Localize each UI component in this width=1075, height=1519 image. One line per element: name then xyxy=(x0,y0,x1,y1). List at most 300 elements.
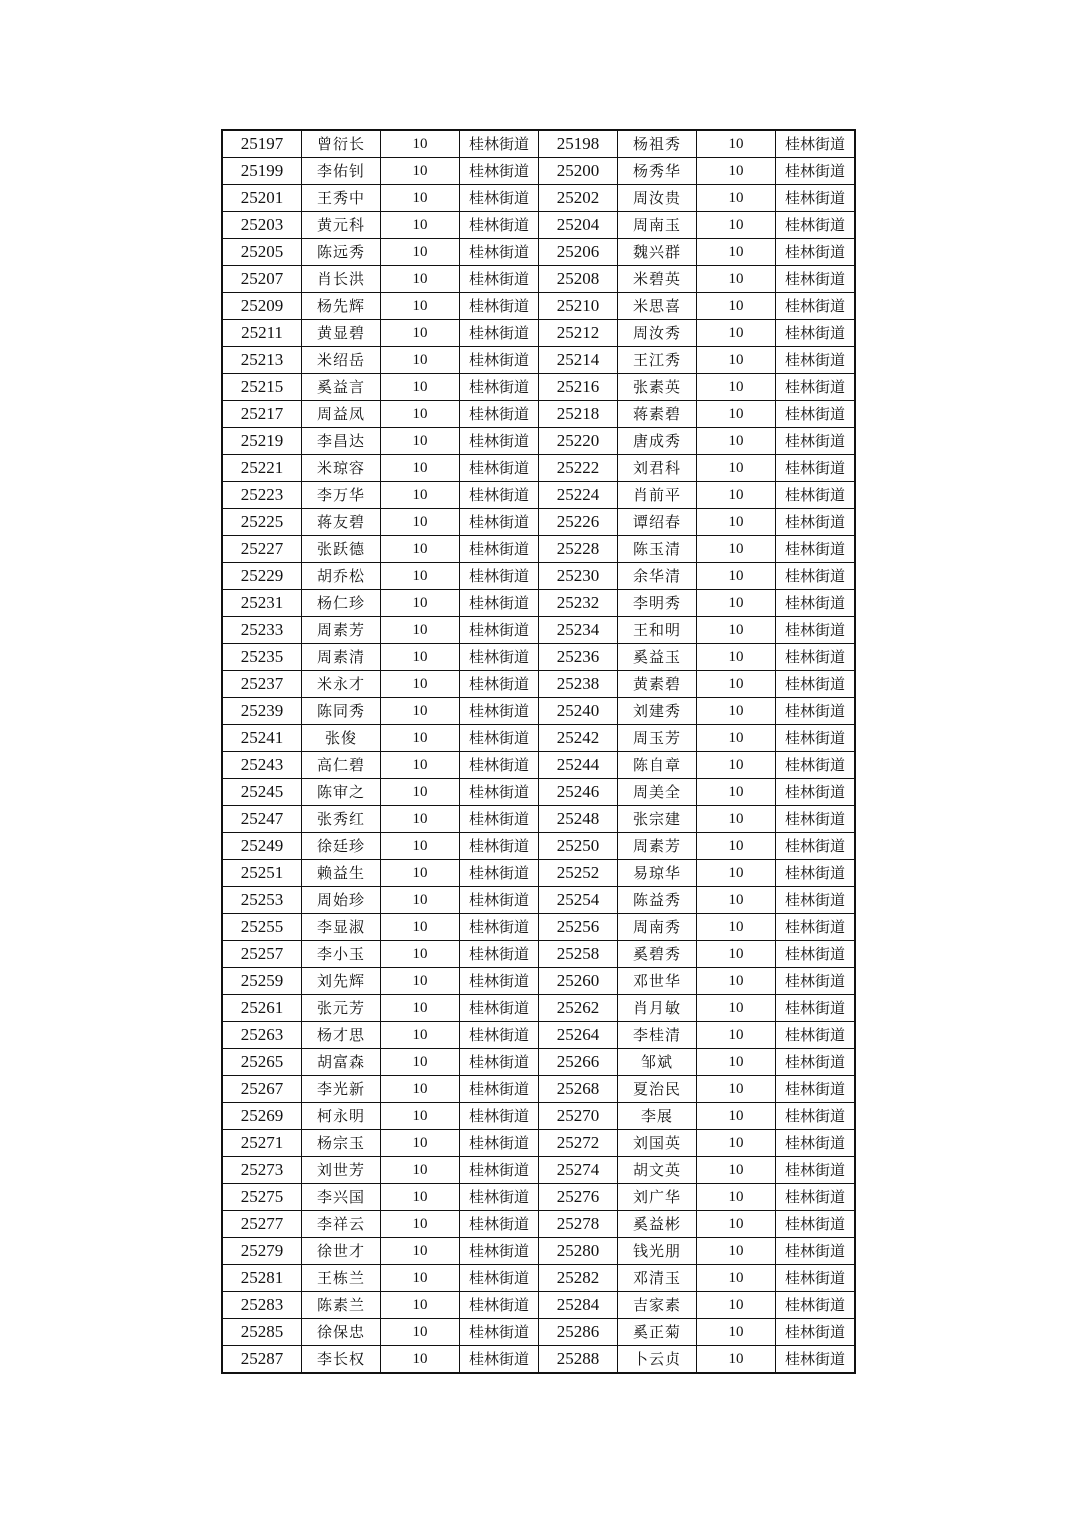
record-id-cell: 25234 xyxy=(539,617,618,644)
name-cell: 李展 xyxy=(618,1103,697,1130)
record-id-cell: 25278 xyxy=(539,1211,618,1238)
amount-cell: 10 xyxy=(381,536,460,563)
name-cell: 周南秀 xyxy=(618,914,697,941)
record-id-cell: 25207 xyxy=(222,266,302,293)
street-cell: 桂林街道 xyxy=(460,401,539,428)
amount-cell: 10 xyxy=(381,374,460,401)
table-row xyxy=(222,563,855,590)
amount-cell: 10 xyxy=(697,752,776,779)
amount-cell: 10 xyxy=(697,1049,776,1076)
street-cell: 桂林街道 xyxy=(776,887,856,914)
record-id-cell: 25283 xyxy=(222,1292,302,1319)
amount-cell: 10 xyxy=(381,779,460,806)
street-cell: 桂林街道 xyxy=(776,1238,856,1265)
name-cell: 肖月敏 xyxy=(618,995,697,1022)
table-row xyxy=(222,158,855,185)
amount-cell: 10 xyxy=(697,833,776,860)
amount-cell: 10 xyxy=(381,212,460,239)
street-cell: 桂林街道 xyxy=(460,347,539,374)
record-id-cell: 25203 xyxy=(222,212,302,239)
table-row xyxy=(222,212,855,239)
table-row xyxy=(222,887,855,914)
name-cell: 谭绍春 xyxy=(618,509,697,536)
name-cell: 杨先辉 xyxy=(302,293,381,320)
record-id-cell: 25220 xyxy=(539,428,618,455)
street-cell: 桂林街道 xyxy=(460,887,539,914)
name-cell: 李长权 xyxy=(302,1346,381,1374)
street-cell: 桂林街道 xyxy=(776,1346,856,1374)
street-cell: 桂林街道 xyxy=(776,941,856,968)
name-cell: 奚益言 xyxy=(302,374,381,401)
amount-cell: 10 xyxy=(381,698,460,725)
record-id-cell: 25255 xyxy=(222,914,302,941)
table-row xyxy=(222,1211,855,1238)
name-cell: 张跃德 xyxy=(302,536,381,563)
amount-cell: 10 xyxy=(697,1265,776,1292)
name-cell: 奚碧秀 xyxy=(618,941,697,968)
street-cell: 桂林街道 xyxy=(776,806,856,833)
name-cell: 周始珍 xyxy=(302,887,381,914)
record-id-cell: 25208 xyxy=(539,266,618,293)
name-cell: 李桂清 xyxy=(618,1022,697,1049)
name-cell: 胡富森 xyxy=(302,1049,381,1076)
amount-cell: 10 xyxy=(697,644,776,671)
amount-cell: 10 xyxy=(381,833,460,860)
street-cell: 桂林街道 xyxy=(460,428,539,455)
record-id-cell: 25279 xyxy=(222,1238,302,1265)
roster-table-body xyxy=(222,130,855,1373)
record-id-cell: 25271 xyxy=(222,1130,302,1157)
record-id-cell: 25267 xyxy=(222,1076,302,1103)
street-cell: 桂林街道 xyxy=(776,1103,856,1130)
street-cell: 桂林街道 xyxy=(776,1319,856,1346)
table-row xyxy=(222,1346,855,1374)
street-cell: 桂林街道 xyxy=(460,1157,539,1184)
name-cell: 米绍岳 xyxy=(302,347,381,374)
record-id-cell: 25206 xyxy=(539,239,618,266)
record-id-cell: 25246 xyxy=(539,779,618,806)
amount-cell: 10 xyxy=(381,1103,460,1130)
table-row xyxy=(222,968,855,995)
amount-cell: 10 xyxy=(381,1157,460,1184)
table-row xyxy=(222,617,855,644)
record-id-cell: 25245 xyxy=(222,779,302,806)
record-id-cell: 25201 xyxy=(222,185,302,212)
name-cell: 肖长洪 xyxy=(302,266,381,293)
table-row xyxy=(222,725,855,752)
name-cell: 米永才 xyxy=(302,671,381,698)
amount-cell: 10 xyxy=(381,239,460,266)
name-cell: 刘国英 xyxy=(618,1130,697,1157)
street-cell: 桂林街道 xyxy=(776,347,856,374)
street-cell: 桂林街道 xyxy=(776,860,856,887)
amount-cell: 10 xyxy=(697,1103,776,1130)
street-cell: 桂林街道 xyxy=(776,428,856,455)
name-cell: 杨仁珍 xyxy=(302,590,381,617)
name-cell: 邓清玉 xyxy=(618,1265,697,1292)
street-cell: 桂林街道 xyxy=(460,266,539,293)
street-cell: 桂林街道 xyxy=(776,968,856,995)
name-cell: 周素清 xyxy=(302,644,381,671)
table-row xyxy=(222,1103,855,1130)
name-cell: 刘广华 xyxy=(618,1184,697,1211)
name-cell: 钱光朋 xyxy=(618,1238,697,1265)
record-id-cell: 25251 xyxy=(222,860,302,887)
street-cell: 桂林街道 xyxy=(776,1184,856,1211)
amount-cell: 10 xyxy=(697,158,776,185)
table-row xyxy=(222,752,855,779)
amount-cell: 10 xyxy=(381,1265,460,1292)
record-id-cell: 25222 xyxy=(539,455,618,482)
record-id-cell: 25258 xyxy=(539,941,618,968)
record-id-cell: 25250 xyxy=(539,833,618,860)
name-cell: 蒋友碧 xyxy=(302,509,381,536)
table-row xyxy=(222,833,855,860)
record-id-cell: 25216 xyxy=(539,374,618,401)
name-cell: 黄显碧 xyxy=(302,320,381,347)
name-cell: 杨祖秀 xyxy=(618,130,697,158)
street-cell: 桂林街道 xyxy=(776,320,856,347)
street-cell: 桂林街道 xyxy=(460,806,539,833)
record-id-cell: 25233 xyxy=(222,617,302,644)
amount-cell: 10 xyxy=(697,968,776,995)
record-id-cell: 25285 xyxy=(222,1319,302,1346)
table-row xyxy=(222,185,855,212)
table-row xyxy=(222,1076,855,1103)
amount-cell: 10 xyxy=(697,185,776,212)
street-cell: 桂林街道 xyxy=(776,563,856,590)
amount-cell: 10 xyxy=(381,1292,460,1319)
name-cell: 张宗建 xyxy=(618,806,697,833)
amount-cell: 10 xyxy=(697,1130,776,1157)
record-id-cell: 25236 xyxy=(539,644,618,671)
record-id-cell: 25241 xyxy=(222,725,302,752)
street-cell: 桂林街道 xyxy=(460,563,539,590)
street-cell: 桂林街道 xyxy=(460,1292,539,1319)
record-id-cell: 25260 xyxy=(539,968,618,995)
table-row xyxy=(222,941,855,968)
street-cell: 桂林街道 xyxy=(460,1211,539,1238)
name-cell: 李万华 xyxy=(302,482,381,509)
record-id-cell: 25249 xyxy=(222,833,302,860)
amount-cell: 10 xyxy=(697,1076,776,1103)
amount-cell: 10 xyxy=(381,1022,460,1049)
street-cell: 桂林街道 xyxy=(776,509,856,536)
street-cell: 桂林街道 xyxy=(776,374,856,401)
amount-cell: 10 xyxy=(381,806,460,833)
street-cell: 桂林街道 xyxy=(776,239,856,266)
name-cell: 李佑钊 xyxy=(302,158,381,185)
street-cell: 桂林街道 xyxy=(460,536,539,563)
street-cell: 桂林街道 xyxy=(776,1130,856,1157)
amount-cell: 10 xyxy=(381,1076,460,1103)
name-cell: 卜云贞 xyxy=(618,1346,697,1374)
street-cell: 桂林街道 xyxy=(460,239,539,266)
name-cell: 杨秀华 xyxy=(618,158,697,185)
name-cell: 李昌达 xyxy=(302,428,381,455)
name-cell: 徐保忠 xyxy=(302,1319,381,1346)
record-id-cell: 25280 xyxy=(539,1238,618,1265)
street-cell: 桂林街道 xyxy=(776,1049,856,1076)
street-cell: 桂林街道 xyxy=(460,698,539,725)
name-cell: 周素芳 xyxy=(618,833,697,860)
name-cell: 赖益生 xyxy=(302,860,381,887)
record-id-cell: 25282 xyxy=(539,1265,618,1292)
record-id-cell: 25286 xyxy=(539,1319,618,1346)
record-id-cell: 25237 xyxy=(222,671,302,698)
table-row xyxy=(222,509,855,536)
record-id-cell: 25205 xyxy=(222,239,302,266)
table-row xyxy=(222,671,855,698)
name-cell: 奚正菊 xyxy=(618,1319,697,1346)
street-cell: 桂林街道 xyxy=(776,130,856,158)
amount-cell: 10 xyxy=(697,806,776,833)
amount-cell: 10 xyxy=(381,1130,460,1157)
record-id-cell: 25212 xyxy=(539,320,618,347)
amount-cell: 10 xyxy=(381,563,460,590)
name-cell: 奚益玉 xyxy=(618,644,697,671)
name-cell: 高仁碧 xyxy=(302,752,381,779)
street-cell: 桂林街道 xyxy=(460,1130,539,1157)
name-cell: 陈素兰 xyxy=(302,1292,381,1319)
table-row xyxy=(222,1292,855,1319)
amount-cell: 10 xyxy=(381,482,460,509)
roster-table xyxy=(221,129,856,1374)
amount-cell: 10 xyxy=(697,860,776,887)
amount-cell: 10 xyxy=(381,1184,460,1211)
record-id-cell: 25215 xyxy=(222,374,302,401)
record-id-cell: 25242 xyxy=(539,725,618,752)
street-cell: 桂林街道 xyxy=(776,185,856,212)
name-cell: 胡乔松 xyxy=(302,563,381,590)
amount-cell: 10 xyxy=(697,671,776,698)
street-cell: 桂林街道 xyxy=(776,995,856,1022)
street-cell: 桂林街道 xyxy=(460,1238,539,1265)
table-row xyxy=(222,293,855,320)
street-cell: 桂林街道 xyxy=(460,212,539,239)
record-id-cell: 25235 xyxy=(222,644,302,671)
name-cell: 李明秀 xyxy=(618,590,697,617)
table-row xyxy=(222,698,855,725)
amount-cell: 10 xyxy=(697,995,776,1022)
amount-cell: 10 xyxy=(381,509,460,536)
name-cell: 陈玉清 xyxy=(618,536,697,563)
table-row xyxy=(222,536,855,563)
amount-cell: 10 xyxy=(381,968,460,995)
amount-cell: 10 xyxy=(381,887,460,914)
amount-cell: 10 xyxy=(697,428,776,455)
street-cell: 桂林街道 xyxy=(776,671,856,698)
street-cell: 桂林街道 xyxy=(776,536,856,563)
table-row xyxy=(222,914,855,941)
record-id-cell: 25204 xyxy=(539,212,618,239)
amount-cell: 10 xyxy=(697,130,776,158)
street-cell: 桂林街道 xyxy=(460,752,539,779)
record-id-cell: 25209 xyxy=(222,293,302,320)
table-row xyxy=(222,266,855,293)
street-cell: 桂林街道 xyxy=(460,158,539,185)
street-cell: 桂林街道 xyxy=(460,1103,539,1130)
street-cell: 桂林街道 xyxy=(776,779,856,806)
name-cell: 李祥云 xyxy=(302,1211,381,1238)
table-row xyxy=(222,1157,855,1184)
amount-cell: 10 xyxy=(697,698,776,725)
record-id-cell: 25262 xyxy=(539,995,618,1022)
street-cell: 桂林街道 xyxy=(776,833,856,860)
name-cell: 王栋兰 xyxy=(302,1265,381,1292)
amount-cell: 10 xyxy=(381,428,460,455)
table-row xyxy=(222,1022,855,1049)
amount-cell: 10 xyxy=(381,266,460,293)
street-cell: 桂林街道 xyxy=(460,617,539,644)
street-cell: 桂林街道 xyxy=(776,1211,856,1238)
name-cell: 唐成秀 xyxy=(618,428,697,455)
name-cell: 李小玉 xyxy=(302,941,381,968)
amount-cell: 10 xyxy=(381,941,460,968)
record-id-cell: 25266 xyxy=(539,1049,618,1076)
record-id-cell: 25259 xyxy=(222,968,302,995)
record-id-cell: 25229 xyxy=(222,563,302,590)
amount-cell: 10 xyxy=(697,1292,776,1319)
street-cell: 桂林街道 xyxy=(460,509,539,536)
amount-cell: 10 xyxy=(381,455,460,482)
record-id-cell: 25218 xyxy=(539,401,618,428)
name-cell: 黄素碧 xyxy=(618,671,697,698)
amount-cell: 10 xyxy=(697,563,776,590)
table-row xyxy=(222,1265,855,1292)
record-id-cell: 25211 xyxy=(222,320,302,347)
record-id-cell: 25264 xyxy=(539,1022,618,1049)
table-row xyxy=(222,644,855,671)
name-cell: 徐世才 xyxy=(302,1238,381,1265)
street-cell: 桂林街道 xyxy=(460,374,539,401)
record-id-cell: 25272 xyxy=(539,1130,618,1157)
record-id-cell: 25231 xyxy=(222,590,302,617)
table-row xyxy=(222,1049,855,1076)
name-cell: 黄元科 xyxy=(302,212,381,239)
amount-cell: 10 xyxy=(381,158,460,185)
amount-cell: 10 xyxy=(381,1211,460,1238)
amount-cell: 10 xyxy=(381,860,460,887)
record-id-cell: 25248 xyxy=(539,806,618,833)
amount-cell: 10 xyxy=(697,1157,776,1184)
name-cell: 米碧英 xyxy=(618,266,697,293)
name-cell: 邹斌 xyxy=(618,1049,697,1076)
record-id-cell: 25261 xyxy=(222,995,302,1022)
name-cell: 杨才思 xyxy=(302,1022,381,1049)
table-row xyxy=(222,239,855,266)
name-cell: 周益凤 xyxy=(302,401,381,428)
name-cell: 刘建秀 xyxy=(618,698,697,725)
name-cell: 肖前平 xyxy=(618,482,697,509)
table-row xyxy=(222,401,855,428)
amount-cell: 10 xyxy=(697,374,776,401)
name-cell: 王秀中 xyxy=(302,185,381,212)
amount-cell: 10 xyxy=(697,590,776,617)
street-cell: 桂林街道 xyxy=(460,590,539,617)
amount-cell: 10 xyxy=(381,1238,460,1265)
amount-cell: 10 xyxy=(381,1319,460,1346)
record-id-cell: 25227 xyxy=(222,536,302,563)
name-cell: 柯永明 xyxy=(302,1103,381,1130)
amount-cell: 10 xyxy=(697,941,776,968)
name-cell: 米琼容 xyxy=(302,455,381,482)
amount-cell: 10 xyxy=(381,752,460,779)
table-row xyxy=(222,130,855,158)
amount-cell: 10 xyxy=(697,1238,776,1265)
record-id-cell: 25287 xyxy=(222,1346,302,1374)
record-id-cell: 25252 xyxy=(539,860,618,887)
street-cell: 桂林街道 xyxy=(460,779,539,806)
amount-cell: 10 xyxy=(697,320,776,347)
street-cell: 桂林街道 xyxy=(460,1022,539,1049)
street-cell: 桂林街道 xyxy=(460,1346,539,1374)
street-cell: 桂林街道 xyxy=(460,455,539,482)
street-cell: 桂林街道 xyxy=(460,671,539,698)
street-cell: 桂林街道 xyxy=(460,995,539,1022)
record-id-cell: 25238 xyxy=(539,671,618,698)
amount-cell: 10 xyxy=(697,212,776,239)
name-cell: 张俊 xyxy=(302,725,381,752)
name-cell: 李兴国 xyxy=(302,1184,381,1211)
record-id-cell: 25275 xyxy=(222,1184,302,1211)
record-id-cell: 25257 xyxy=(222,941,302,968)
record-id-cell: 25281 xyxy=(222,1265,302,1292)
record-id-cell: 25256 xyxy=(539,914,618,941)
record-id-cell: 25213 xyxy=(222,347,302,374)
street-cell: 桂林街道 xyxy=(776,1076,856,1103)
record-id-cell: 25200 xyxy=(539,158,618,185)
street-cell: 桂林街道 xyxy=(460,1319,539,1346)
table-row xyxy=(222,590,855,617)
street-cell: 桂林街道 xyxy=(776,590,856,617)
street-cell: 桂林街道 xyxy=(776,212,856,239)
table-row xyxy=(222,1238,855,1265)
name-cell: 易琼华 xyxy=(618,860,697,887)
name-cell: 余华清 xyxy=(618,563,697,590)
street-cell: 桂林街道 xyxy=(460,968,539,995)
name-cell: 周美全 xyxy=(618,779,697,806)
table-row xyxy=(222,374,855,401)
amount-cell: 10 xyxy=(697,1319,776,1346)
record-id-cell: 25284 xyxy=(539,1292,618,1319)
street-cell: 桂林街道 xyxy=(460,1265,539,1292)
street-cell: 桂林街道 xyxy=(460,320,539,347)
amount-cell: 10 xyxy=(697,1022,776,1049)
name-cell: 蒋素碧 xyxy=(618,401,697,428)
amount-cell: 10 xyxy=(697,401,776,428)
name-cell: 王江秀 xyxy=(618,347,697,374)
street-cell: 桂林街道 xyxy=(776,725,856,752)
record-id-cell: 25243 xyxy=(222,752,302,779)
amount-cell: 10 xyxy=(381,644,460,671)
amount-cell: 10 xyxy=(381,914,460,941)
name-cell: 周素芳 xyxy=(302,617,381,644)
street-cell: 桂林街道 xyxy=(776,1157,856,1184)
record-id-cell: 25253 xyxy=(222,887,302,914)
street-cell: 桂林街道 xyxy=(776,401,856,428)
street-cell: 桂林街道 xyxy=(776,455,856,482)
street-cell: 桂林街道 xyxy=(460,725,539,752)
name-cell: 周玉芳 xyxy=(618,725,697,752)
record-id-cell: 25276 xyxy=(539,1184,618,1211)
street-cell: 桂林街道 xyxy=(776,158,856,185)
name-cell: 李显淑 xyxy=(302,914,381,941)
table-row xyxy=(222,1130,855,1157)
street-cell: 桂林街道 xyxy=(460,860,539,887)
street-cell: 桂林街道 xyxy=(776,914,856,941)
name-cell: 邓世华 xyxy=(618,968,697,995)
